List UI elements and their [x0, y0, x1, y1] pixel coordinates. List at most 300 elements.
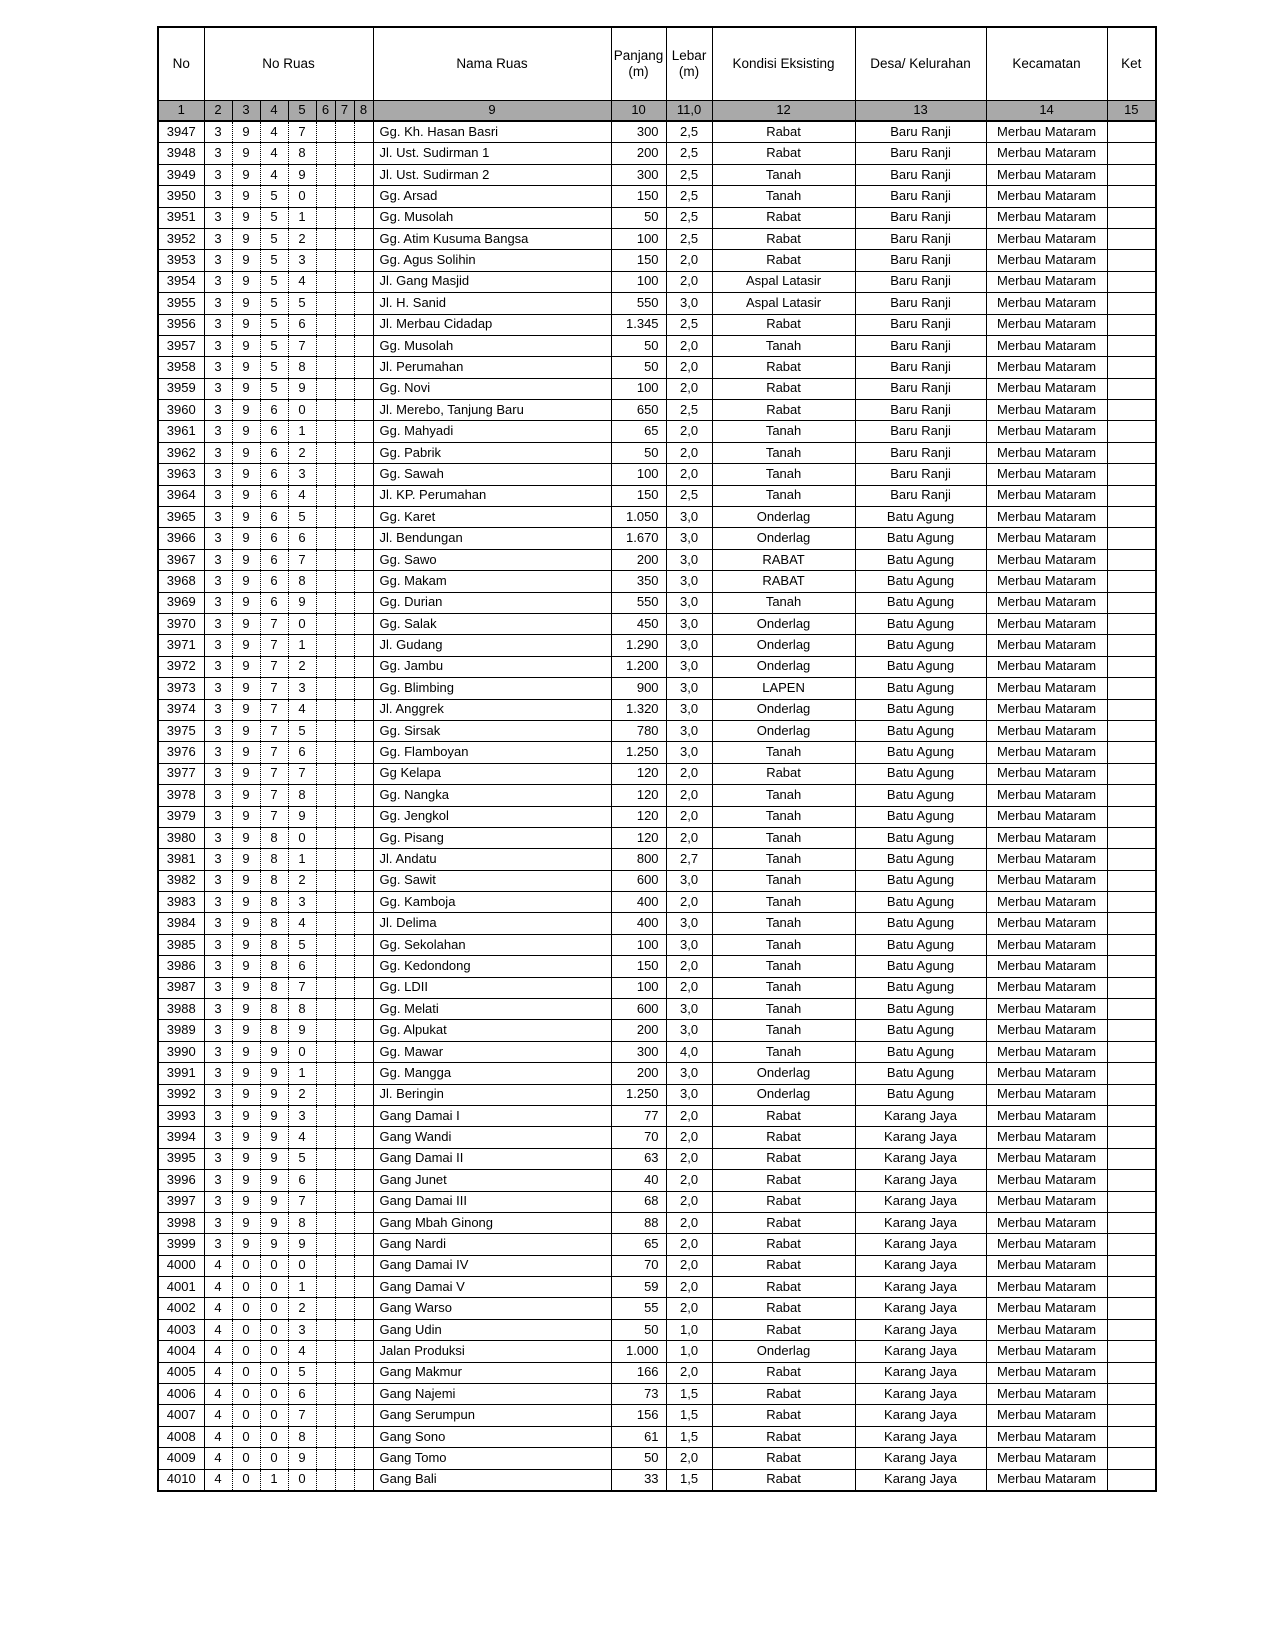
cell-kondisi-eksisting: Rabat — [712, 228, 855, 249]
cell-panjang: 40 — [611, 1170, 666, 1191]
cell-ruas-8 — [354, 1041, 373, 1062]
cell-ruas-8 — [354, 656, 373, 677]
cell-ruas-4: 6 — [260, 528, 288, 549]
cell-ruas-7 — [335, 228, 354, 249]
cell-ket — [1107, 186, 1156, 207]
cell-desa-kelurahan: Batu Agung — [855, 571, 986, 592]
cell-kecamatan: Merbau Mataram — [986, 827, 1107, 848]
cell-desa-kelurahan: Baru Ranji — [855, 186, 986, 207]
cell-ruas-2: 3 — [204, 999, 232, 1020]
cell-ruas-2: 4 — [204, 1277, 232, 1298]
cell-no: 3948 — [158, 143, 204, 164]
cell-desa-kelurahan: Batu Agung — [855, 528, 986, 549]
cell-ruas-4: 5 — [260, 357, 288, 378]
cell-ruas-7 — [335, 1384, 354, 1405]
cell-ruas-2: 4 — [204, 1426, 232, 1447]
cell-nama-ruas: Gang Udin — [373, 1319, 611, 1340]
cell-lebar: 3,0 — [666, 293, 712, 314]
cell-ruas-2: 3 — [204, 293, 232, 314]
cell-ruas-8 — [354, 1426, 373, 1447]
table-row — [158, 186, 1156, 207]
cell-ket — [1107, 1277, 1156, 1298]
cell-ruas-5: 8 — [288, 785, 316, 806]
table-row — [158, 720, 1156, 741]
cell-ruas-8 — [354, 1277, 373, 1298]
cell-no: 3966 — [158, 528, 204, 549]
table-row — [158, 485, 1156, 506]
cell-ruas-7 — [335, 1319, 354, 1340]
cell-ruas-4: 9 — [260, 1063, 288, 1084]
cell-ruas-4: 9 — [260, 1234, 288, 1255]
cell-kecamatan: Merbau Mataram — [986, 678, 1107, 699]
cell-ruas-3: 9 — [232, 442, 260, 463]
cell-ruas-2: 3 — [204, 250, 232, 271]
cell-no: 3953 — [158, 250, 204, 271]
cell-ket — [1107, 1255, 1156, 1276]
cell-ruas-4: 7 — [260, 635, 288, 656]
cell-kondisi-eksisting: Rabat — [712, 1426, 855, 1447]
cell-ruas-6 — [316, 1448, 335, 1469]
cell-ruas-2: 3 — [204, 870, 232, 891]
cell-lebar: 3,0 — [666, 571, 712, 592]
cell-kondisi-eksisting: Tanah — [712, 977, 855, 998]
cell-nama-ruas: Jl. Ust. Sudirman 2 — [373, 164, 611, 185]
cell-ruas-8 — [354, 1469, 373, 1491]
cell-ruas-7 — [335, 1341, 354, 1362]
cell-kondisi-eksisting: Rabat — [712, 1234, 855, 1255]
cell-no: 3973 — [158, 678, 204, 699]
cell-ruas-3: 9 — [232, 314, 260, 335]
cell-kecamatan: Merbau Mataram — [986, 186, 1107, 207]
cell-no: 3980 — [158, 827, 204, 848]
cell-ruas-2: 3 — [204, 806, 232, 827]
cell-ruas-8 — [354, 1063, 373, 1084]
cell-ruas-8 — [354, 507, 373, 528]
cell-nama-ruas: Gg. Mawar — [373, 1041, 611, 1062]
column-number-11,0: 11,0 — [666, 101, 712, 122]
cell-ruas-6 — [316, 121, 335, 143]
cell-nama-ruas: Jl. Bendungan — [373, 528, 611, 549]
cell-lebar: 2,0 — [666, 806, 712, 827]
cell-no: 3985 — [158, 934, 204, 955]
cell-desa-kelurahan: Baru Ranji — [855, 121, 986, 143]
cell-ruas-6 — [316, 849, 335, 870]
cell-ruas-5: 3 — [288, 892, 316, 913]
cell-panjang: 70 — [611, 1255, 666, 1276]
cell-ruas-4: 9 — [260, 1148, 288, 1169]
cell-nama-ruas: Gg. Agus Solihin — [373, 250, 611, 271]
cell-ket — [1107, 1405, 1156, 1426]
cell-ruas-5: 4 — [288, 1127, 316, 1148]
cell-ruas-4: 6 — [260, 507, 288, 528]
cell-kecamatan: Merbau Mataram — [986, 293, 1107, 314]
col-header-nama-ruas: Nama Ruas — [373, 27, 611, 101]
cell-ruas-5: 0 — [288, 400, 316, 421]
cell-ruas-7 — [335, 314, 354, 335]
cell-desa-kelurahan: Baru Ranji — [855, 271, 986, 292]
table-row — [158, 656, 1156, 677]
cell-nama-ruas: Jl. Gang Masjid — [373, 271, 611, 292]
cell-nama-ruas: Gang Serumpun — [373, 1405, 611, 1426]
cell-kecamatan: Merbau Mataram — [986, 1212, 1107, 1233]
cell-kecamatan: Merbau Mataram — [986, 742, 1107, 763]
cell-ruas-4: 8 — [260, 892, 288, 913]
cell-ruas-2: 3 — [204, 421, 232, 442]
cell-ruas-8 — [354, 378, 373, 399]
cell-desa-kelurahan: Batu Agung — [855, 849, 986, 870]
cell-ket — [1107, 613, 1156, 634]
cell-ruas-3: 9 — [232, 164, 260, 185]
cell-ruas-2: 3 — [204, 720, 232, 741]
cell-ruas-7 — [335, 571, 354, 592]
table-row — [158, 870, 1156, 891]
cell-ruas-8 — [354, 186, 373, 207]
cell-desa-kelurahan: Batu Agung — [855, 1084, 986, 1105]
cell-panjang: 55 — [611, 1298, 666, 1319]
cell-nama-ruas: Gg. Pisang — [373, 827, 611, 848]
cell-lebar: 2,0 — [666, 1170, 712, 1191]
cell-no: 4004 — [158, 1341, 204, 1362]
cell-ket — [1107, 592, 1156, 613]
cell-desa-kelurahan: Karang Jaya — [855, 1298, 986, 1319]
cell-ruas-3: 9 — [232, 1063, 260, 1084]
table-row — [158, 1426, 1156, 1447]
cell-ket — [1107, 1148, 1156, 1169]
cell-nama-ruas: Jl. KP. Perumahan — [373, 485, 611, 506]
cell-ruas-4: 5 — [260, 271, 288, 292]
cell-ruas-6 — [316, 400, 335, 421]
cell-ruas-2: 4 — [204, 1255, 232, 1276]
cell-ruas-3: 9 — [232, 357, 260, 378]
col-header-lebar-label: Lebar — [671, 48, 707, 64]
cell-ruas-3: 9 — [232, 785, 260, 806]
cell-ruas-6 — [316, 1084, 335, 1105]
cell-kecamatan: Merbau Mataram — [986, 485, 1107, 506]
cell-desa-kelurahan: Baru Ranji — [855, 442, 986, 463]
cell-ruas-3: 9 — [232, 699, 260, 720]
table-row — [158, 528, 1156, 549]
cell-ruas-2: 3 — [204, 143, 232, 164]
cell-ruas-3: 9 — [232, 656, 260, 677]
cell-kondisi-eksisting: Rabat — [712, 1384, 855, 1405]
cell-no: 3965 — [158, 507, 204, 528]
cell-kecamatan: Merbau Mataram — [986, 314, 1107, 335]
cell-ruas-4: 7 — [260, 720, 288, 741]
cell-no: 3988 — [158, 999, 204, 1020]
cell-no: 3950 — [158, 186, 204, 207]
cell-ruas-4: 6 — [260, 549, 288, 570]
cell-ket — [1107, 1469, 1156, 1491]
cell-desa-kelurahan: Baru Ranji — [855, 378, 986, 399]
cell-nama-ruas: Gg. LDII — [373, 977, 611, 998]
cell-ruas-4: 7 — [260, 806, 288, 827]
cell-ruas-5: 0 — [288, 1041, 316, 1062]
cell-ruas-3: 0 — [232, 1277, 260, 1298]
cell-panjang: 150 — [611, 250, 666, 271]
cell-lebar: 2,0 — [666, 785, 712, 806]
cell-nama-ruas: Gg. Jambu — [373, 656, 611, 677]
cell-panjang: 166 — [611, 1362, 666, 1383]
cell-ruas-2: 3 — [204, 699, 232, 720]
cell-ruas-8 — [354, 1212, 373, 1233]
cell-panjang: 50 — [611, 207, 666, 228]
cell-ruas-6 — [316, 699, 335, 720]
cell-ruas-5: 9 — [288, 592, 316, 613]
cell-nama-ruas: Gang Mbah Ginong — [373, 1212, 611, 1233]
cell-panjang: 120 — [611, 763, 666, 784]
cell-ruas-8 — [354, 335, 373, 356]
cell-ruas-5: 4 — [288, 1341, 316, 1362]
table-body — [158, 121, 1156, 1491]
cell-desa-kelurahan: Karang Jaya — [855, 1170, 986, 1191]
cell-kondisi-eksisting: Aspal Latasir — [712, 271, 855, 292]
cell-ruas-6 — [316, 1341, 335, 1362]
cell-ruas-4: 7 — [260, 763, 288, 784]
table-row — [158, 999, 1156, 1020]
cell-ket — [1107, 1341, 1156, 1362]
cell-ruas-7 — [335, 293, 354, 314]
cell-nama-ruas: Gg. Sekolahan — [373, 934, 611, 955]
cell-ruas-5: 7 — [288, 335, 316, 356]
cell-kondisi-eksisting: Tanah — [712, 956, 855, 977]
cell-ruas-2: 3 — [204, 1212, 232, 1233]
cell-ruas-5: 9 — [288, 1234, 316, 1255]
cell-kecamatan: Merbau Mataram — [986, 400, 1107, 421]
cell-desa-kelurahan: Karang Jaya — [855, 1362, 986, 1383]
cell-nama-ruas: Gg. Novi — [373, 378, 611, 399]
col-header-lebar — [666, 27, 712, 101]
cell-kondisi-eksisting: Rabat — [712, 1212, 855, 1233]
cell-ket — [1107, 999, 1156, 1020]
cell-ruas-7 — [335, 1277, 354, 1298]
cell-ruas-5: 2 — [288, 442, 316, 463]
cell-ruas-2: 3 — [204, 1170, 232, 1191]
cell-ruas-5: 6 — [288, 314, 316, 335]
cell-ruas-7 — [335, 442, 354, 463]
cell-ruas-3: 0 — [232, 1384, 260, 1405]
cell-ruas-4: 9 — [260, 1084, 288, 1105]
cell-kecamatan: Merbau Mataram — [986, 956, 1107, 977]
cell-nama-ruas: Gg. Nangka — [373, 785, 611, 806]
cell-kondisi-eksisting: Tanah — [712, 892, 855, 913]
table-row — [158, 1448, 1156, 1469]
cell-ruas-8 — [354, 977, 373, 998]
cell-ket — [1107, 1212, 1156, 1233]
table-row — [158, 1148, 1156, 1169]
table-row — [158, 442, 1156, 463]
cell-nama-ruas: Gg. Mahyadi — [373, 421, 611, 442]
cell-ruas-7 — [335, 164, 354, 185]
cell-ruas-6 — [316, 934, 335, 955]
cell-no: 4006 — [158, 1384, 204, 1405]
cell-kondisi-eksisting: RABAT — [712, 571, 855, 592]
cell-kecamatan: Merbau Mataram — [986, 849, 1107, 870]
cell-ruas-6 — [316, 571, 335, 592]
cell-ruas-8 — [354, 549, 373, 570]
cell-ruas-5: 2 — [288, 228, 316, 249]
cell-lebar: 2,0 — [666, 977, 712, 998]
cell-ruas-8 — [354, 827, 373, 848]
cell-panjang: 50 — [611, 442, 666, 463]
cell-ruas-8 — [354, 913, 373, 934]
cell-ket — [1107, 507, 1156, 528]
cell-ruas-5: 9 — [288, 806, 316, 827]
cell-ruas-3: 9 — [232, 1127, 260, 1148]
cell-ruas-4: 0 — [260, 1448, 288, 1469]
cell-ruas-6 — [316, 335, 335, 356]
cell-no: 3955 — [158, 293, 204, 314]
table-row — [158, 1020, 1156, 1041]
cell-ruas-4: 5 — [260, 186, 288, 207]
cell-desa-kelurahan: Batu Agung — [855, 635, 986, 656]
column-number-row — [158, 101, 1156, 122]
cell-kondisi-eksisting: Rabat — [712, 1105, 855, 1126]
cell-nama-ruas: Gg. Sawah — [373, 464, 611, 485]
cell-kondisi-eksisting: Onderlag — [712, 699, 855, 720]
cell-ruas-7 — [335, 121, 354, 143]
cell-ruas-4: 1 — [260, 1469, 288, 1491]
cell-kondisi-eksisting: Tanah — [712, 164, 855, 185]
cell-ruas-7 — [335, 613, 354, 634]
cell-desa-kelurahan: Baru Ranji — [855, 314, 986, 335]
cell-nama-ruas: Jl. Gudang — [373, 635, 611, 656]
cell-kecamatan: Merbau Mataram — [986, 549, 1107, 570]
cell-nama-ruas: Jl. Delima — [373, 913, 611, 934]
cell-kecamatan: Merbau Mataram — [986, 977, 1107, 998]
table-row — [158, 1063, 1156, 1084]
cell-ruas-2: 3 — [204, 464, 232, 485]
cell-ruas-2: 3 — [204, 1234, 232, 1255]
cell-no: 4002 — [158, 1298, 204, 1319]
cell-ruas-4: 0 — [260, 1298, 288, 1319]
table-row — [158, 1341, 1156, 1362]
cell-ruas-3: 9 — [232, 121, 260, 143]
cell-panjang: 1.345 — [611, 314, 666, 335]
cell-ruas-2: 3 — [204, 549, 232, 570]
cell-ket — [1107, 1127, 1156, 1148]
cell-ruas-4: 4 — [260, 164, 288, 185]
table-row — [158, 1041, 1156, 1062]
cell-no: 3975 — [158, 720, 204, 741]
cell-desa-kelurahan: Karang Jaya — [855, 1469, 986, 1491]
cell-ruas-7 — [335, 250, 354, 271]
table-row — [158, 507, 1156, 528]
cell-ruas-7 — [335, 357, 354, 378]
cell-kondisi-eksisting: Rabat — [712, 207, 855, 228]
cell-ket — [1107, 1020, 1156, 1041]
cell-ruas-3: 9 — [232, 1105, 260, 1126]
cell-kondisi-eksisting: Onderlag — [712, 720, 855, 741]
cell-ruas-7 — [335, 956, 354, 977]
cell-lebar: 2,5 — [666, 400, 712, 421]
cell-ruas-7 — [335, 785, 354, 806]
cell-ruas-4: 6 — [260, 421, 288, 442]
cell-no: 3990 — [158, 1041, 204, 1062]
cell-kondisi-eksisting: Onderlag — [712, 528, 855, 549]
cell-ruas-7 — [335, 1127, 354, 1148]
cell-ruas-8 — [354, 699, 373, 720]
cell-ruas-3: 9 — [232, 485, 260, 506]
cell-ruas-4: 5 — [260, 314, 288, 335]
cell-ruas-5: 6 — [288, 742, 316, 763]
cell-ruas-6 — [316, 1277, 335, 1298]
cell-ruas-4: 8 — [260, 956, 288, 977]
cell-no: 4009 — [158, 1448, 204, 1469]
cell-lebar: 1,0 — [666, 1319, 712, 1340]
cell-nama-ruas: Gg. Salak — [373, 613, 611, 634]
cell-ruas-5: 4 — [288, 485, 316, 506]
cell-lebar: 2,7 — [666, 849, 712, 870]
cell-ruas-3: 9 — [232, 143, 260, 164]
cell-ruas-4: 8 — [260, 849, 288, 870]
cell-ruas-3: 9 — [232, 335, 260, 356]
cell-desa-kelurahan: Karang Jaya — [855, 1255, 986, 1276]
cell-ket — [1107, 785, 1156, 806]
cell-no: 3983 — [158, 892, 204, 913]
cell-desa-kelurahan: Batu Agung — [855, 806, 986, 827]
cell-ruas-7 — [335, 1298, 354, 1319]
cell-lebar: 2,0 — [666, 1105, 712, 1126]
cell-ruas-8 — [354, 442, 373, 463]
cell-desa-kelurahan: Batu Agung — [855, 656, 986, 677]
cell-ruas-6 — [316, 1255, 335, 1276]
cell-no: 3995 — [158, 1148, 204, 1169]
cell-ruas-6 — [316, 442, 335, 463]
cell-nama-ruas: Gg. Pabrik — [373, 442, 611, 463]
cell-ruas-5: 8 — [288, 999, 316, 1020]
cell-no: 4000 — [158, 1255, 204, 1276]
cell-panjang: 550 — [611, 592, 666, 613]
cell-ruas-6 — [316, 293, 335, 314]
cell-nama-ruas: Gg. Arsad — [373, 186, 611, 207]
cell-ruas-6 — [316, 464, 335, 485]
cell-ruas-3: 9 — [232, 507, 260, 528]
cell-ruas-7 — [335, 1170, 354, 1191]
cell-panjang: 50 — [611, 357, 666, 378]
cell-lebar: 2,0 — [666, 378, 712, 399]
cell-panjang: 100 — [611, 378, 666, 399]
cell-ket — [1107, 763, 1156, 784]
cell-panjang: 1.250 — [611, 742, 666, 763]
cell-ruas-6 — [316, 528, 335, 549]
cell-desa-kelurahan: Batu Agung — [855, 699, 986, 720]
cell-ruas-2: 3 — [204, 742, 232, 763]
cell-ruas-4: 0 — [260, 1426, 288, 1447]
cell-nama-ruas: Gg. Alpukat — [373, 1020, 611, 1041]
cell-ruas-7 — [335, 635, 354, 656]
cell-ruas-4: 0 — [260, 1384, 288, 1405]
cell-kecamatan: Merbau Mataram — [986, 1362, 1107, 1383]
column-number-5: 5 — [288, 101, 316, 122]
cell-ruas-4: 0 — [260, 1255, 288, 1276]
cell-ruas-3: 9 — [232, 421, 260, 442]
column-number-3: 3 — [232, 101, 260, 122]
table-row — [158, 635, 1156, 656]
cell-panjang: 200 — [611, 549, 666, 570]
cell-ruas-7 — [335, 892, 354, 913]
cell-desa-kelurahan: Batu Agung — [855, 678, 986, 699]
cell-panjang: 1.250 — [611, 1084, 666, 1105]
cell-panjang: 61 — [611, 1426, 666, 1447]
cell-panjang: 450 — [611, 613, 666, 634]
cell-panjang: 900 — [611, 678, 666, 699]
cell-panjang: 100 — [611, 464, 666, 485]
cell-kecamatan: Merbau Mataram — [986, 507, 1107, 528]
cell-ruas-3: 9 — [232, 956, 260, 977]
cell-nama-ruas: Gg. Kedondong — [373, 956, 611, 977]
cell-ruas-4: 5 — [260, 250, 288, 271]
cell-lebar: 3,0 — [666, 999, 712, 1020]
